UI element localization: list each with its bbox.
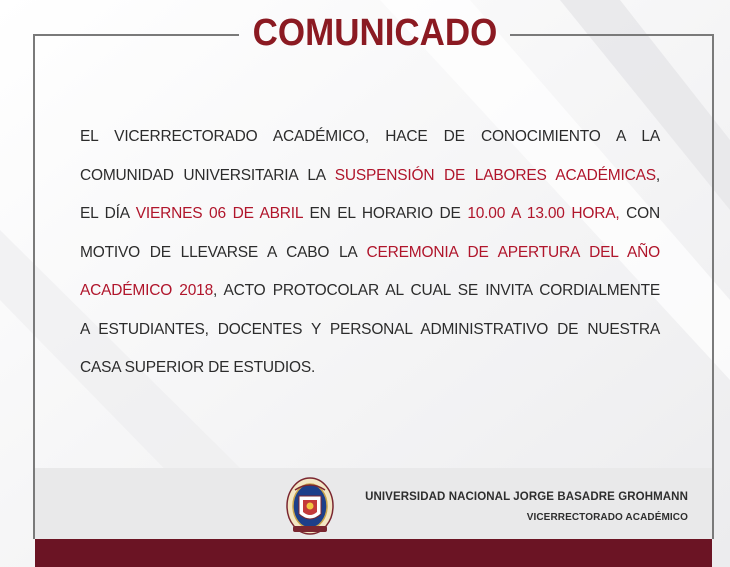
paragraph-text: EL DÍA bbox=[80, 205, 136, 222]
frame-top-right-line bbox=[510, 34, 714, 36]
frame-left-line bbox=[33, 34, 35, 539]
frame-top-left-line bbox=[33, 34, 239, 36]
announcement-body bbox=[80, 118, 660, 388]
bottom-bar bbox=[35, 539, 712, 567]
paragraph-line bbox=[80, 234, 660, 273]
highlighted-text: CEREMONIA DE APERTURA DEL AÑO bbox=[366, 243, 660, 261]
paragraph-line bbox=[80, 157, 660, 196]
frame-right-line bbox=[712, 34, 714, 539]
paragraph-line bbox=[80, 272, 660, 311]
highlighted-text: VIERNES 06 DE ABRIL bbox=[135, 205, 303, 222]
paragraph-text: EL VICERRECTORADO ACADÉMICO, HACE DE CONOCIMIENTO A LA bbox=[80, 128, 660, 145]
footer-band bbox=[35, 468, 712, 539]
highlighted-text: ACADÉMICO 2018 bbox=[80, 282, 213, 299]
paragraph-text: MOTIVO DE LLEVARSE A CABO LA bbox=[80, 243, 367, 261]
paragraph-text: EN EL HORARIO DE bbox=[302, 205, 468, 222]
paragraph-line bbox=[80, 311, 660, 350]
department-name: VICERRECTORADO ACADÉMICO bbox=[526, 512, 688, 523]
highlighted-text: 10.00 A 13.00 HORA, bbox=[467, 205, 620, 222]
university-crest-icon bbox=[285, 476, 335, 536]
paragraph-text: , ACTO PROTOCOLAR AL CUAL SE INVITA CORDIALMENTE bbox=[213, 282, 660, 299]
paragraph-text: CASA SUPERIOR DE ESTUDIOS. bbox=[80, 359, 316, 376]
paragraph-text: A ESTUDIANTES, DOCENTES Y PERSONAL ADMINISTRATIVO DE NUESTRA bbox=[80, 320, 660, 338]
highlighted-text: SUSPENSIÓN DE LABORES ACADÉMICAS bbox=[334, 166, 656, 184]
paragraph-text: , bbox=[655, 166, 660, 184]
paragraph-text: COMUNIDAD UNIVERSITARIA LA bbox=[80, 166, 335, 184]
paragraph-line bbox=[80, 195, 660, 234]
paragraph-line bbox=[80, 349, 660, 388]
page-title: COMUNICADO bbox=[252, 12, 498, 54]
paragraph-text: CON bbox=[619, 205, 661, 222]
paragraph-line bbox=[80, 118, 660, 157]
university-name: UNIVERSIDAD NACIONAL JORGE BASADRE GROHMANN bbox=[365, 491, 688, 503]
